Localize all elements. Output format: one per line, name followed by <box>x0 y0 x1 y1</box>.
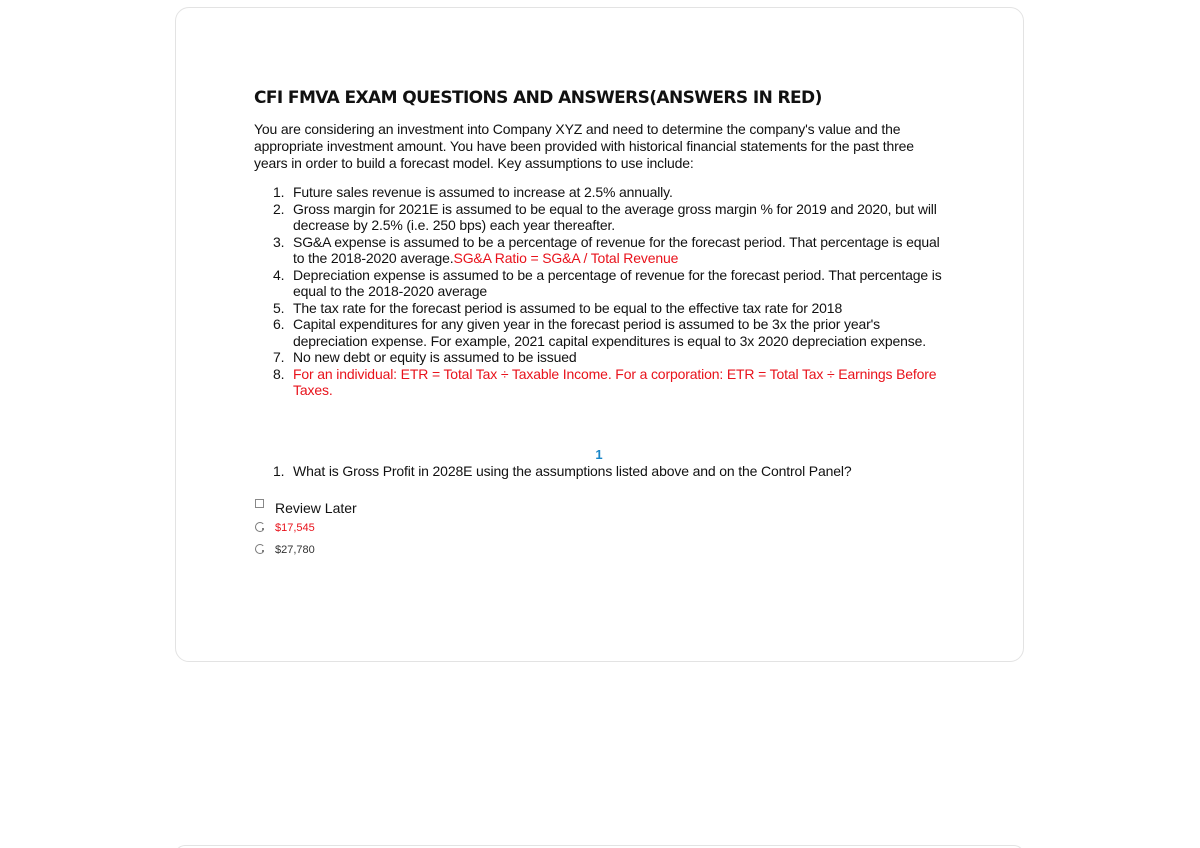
intro-paragraph: You are considering an investment into Company XYZ and need to determine the company's value and the appropriate investment amount. You have been provided with historical financial statements for the past three years in order to build a forecast model. Key assumptions to use include: <box>254 121 914 171</box>
assumption-item <box>254 184 944 201</box>
assumption-text: Gross margin for 2021E is assumed to be equal to the average gross margin % for 2019 and 2020, but will decrease by 2.5% (i.e. 250 bps) each year thereafter. <box>293 200 937 233</box>
radio-icon[interactable] <box>255 544 265 554</box>
answer-option-label: $27,780 <box>275 544 315 556</box>
answer-option-1[interactable] <box>254 521 944 543</box>
assumption-item <box>254 349 944 366</box>
page-content <box>254 86 944 565</box>
assumption-item <box>254 316 944 349</box>
assumption-text: SG&A expense is assumed to be a percentage of revenue for the forecast period. That percentage is equal to the 2018-2020 average. <box>293 233 940 266</box>
assumption-text: Future sales revenue is assumed to increase at 2.5% annually. <box>293 184 673 200</box>
document-title: CFI FMVA EXAM QUESTIONS AND ANSWERS(ANSWERS IN RED) <box>254 88 822 108</box>
list-number: 1. <box>273 184 285 200</box>
assumption-text: The tax rate for the forecast period is assumed to be equal to the effective tax rate for 2018 <box>293 299 843 316</box>
radio-icon[interactable] <box>255 522 265 532</box>
answer-option-label: $17,545 <box>275 522 315 534</box>
document-page <box>175 7 1024 662</box>
assumption-answer: SG&A Ratio = SG&A / Total Revenue <box>453 250 679 266</box>
answer-options <box>254 499 944 565</box>
question-text: What is Gross Profit in 2028E using the assumptions listed above and on the Control Panel? <box>293 462 852 479</box>
assumptions-list <box>254 184 944 399</box>
assumption-answer: For an individual: ETR = Total Tax ÷ Taxable Income. For a corporation: ETR = Total Tax ÷ Earnings Before Taxes. <box>293 365 937 398</box>
list-number: 5. <box>273 299 285 316</box>
question-list <box>254 463 944 480</box>
question-item <box>254 463 944 480</box>
page-number: 1 <box>595 446 603 462</box>
assumption-text: Capital expenditures for any given year in the forecast period is assumed to be 3x the prior year's depreciation expense. For example, 2021 capital expenditures is equal to 3x 2020 depreciation expense. <box>293 316 927 349</box>
assumption-item <box>254 300 944 317</box>
review-later-checkbox[interactable] <box>255 499 264 508</box>
assumption-item <box>254 267 944 300</box>
assumption-item <box>254 201 944 234</box>
list-number: 3. <box>273 233 285 250</box>
list-number: 1. <box>273 462 285 479</box>
review-later-option[interactable] <box>254 499 944 521</box>
list-number: 7. <box>273 349 285 365</box>
review-later-label: Review Later <box>275 500 357 516</box>
list-number: 4. <box>273 266 285 283</box>
assumption-text: Depreciation expense is assumed to be a percentage of revenue for the forecast period. That percentage is equal to the 2018-2020 average <box>293 266 942 299</box>
list-number: 2. <box>273 200 285 217</box>
assumption-text: No new debt or equity is assumed to be issued <box>293 349 577 365</box>
assumption-item <box>254 366 944 399</box>
list-number: 8. <box>273 365 285 382</box>
list-number: 6. <box>273 316 285 332</box>
answer-option-2[interactable] <box>254 543 944 565</box>
assumption-item <box>254 234 944 267</box>
